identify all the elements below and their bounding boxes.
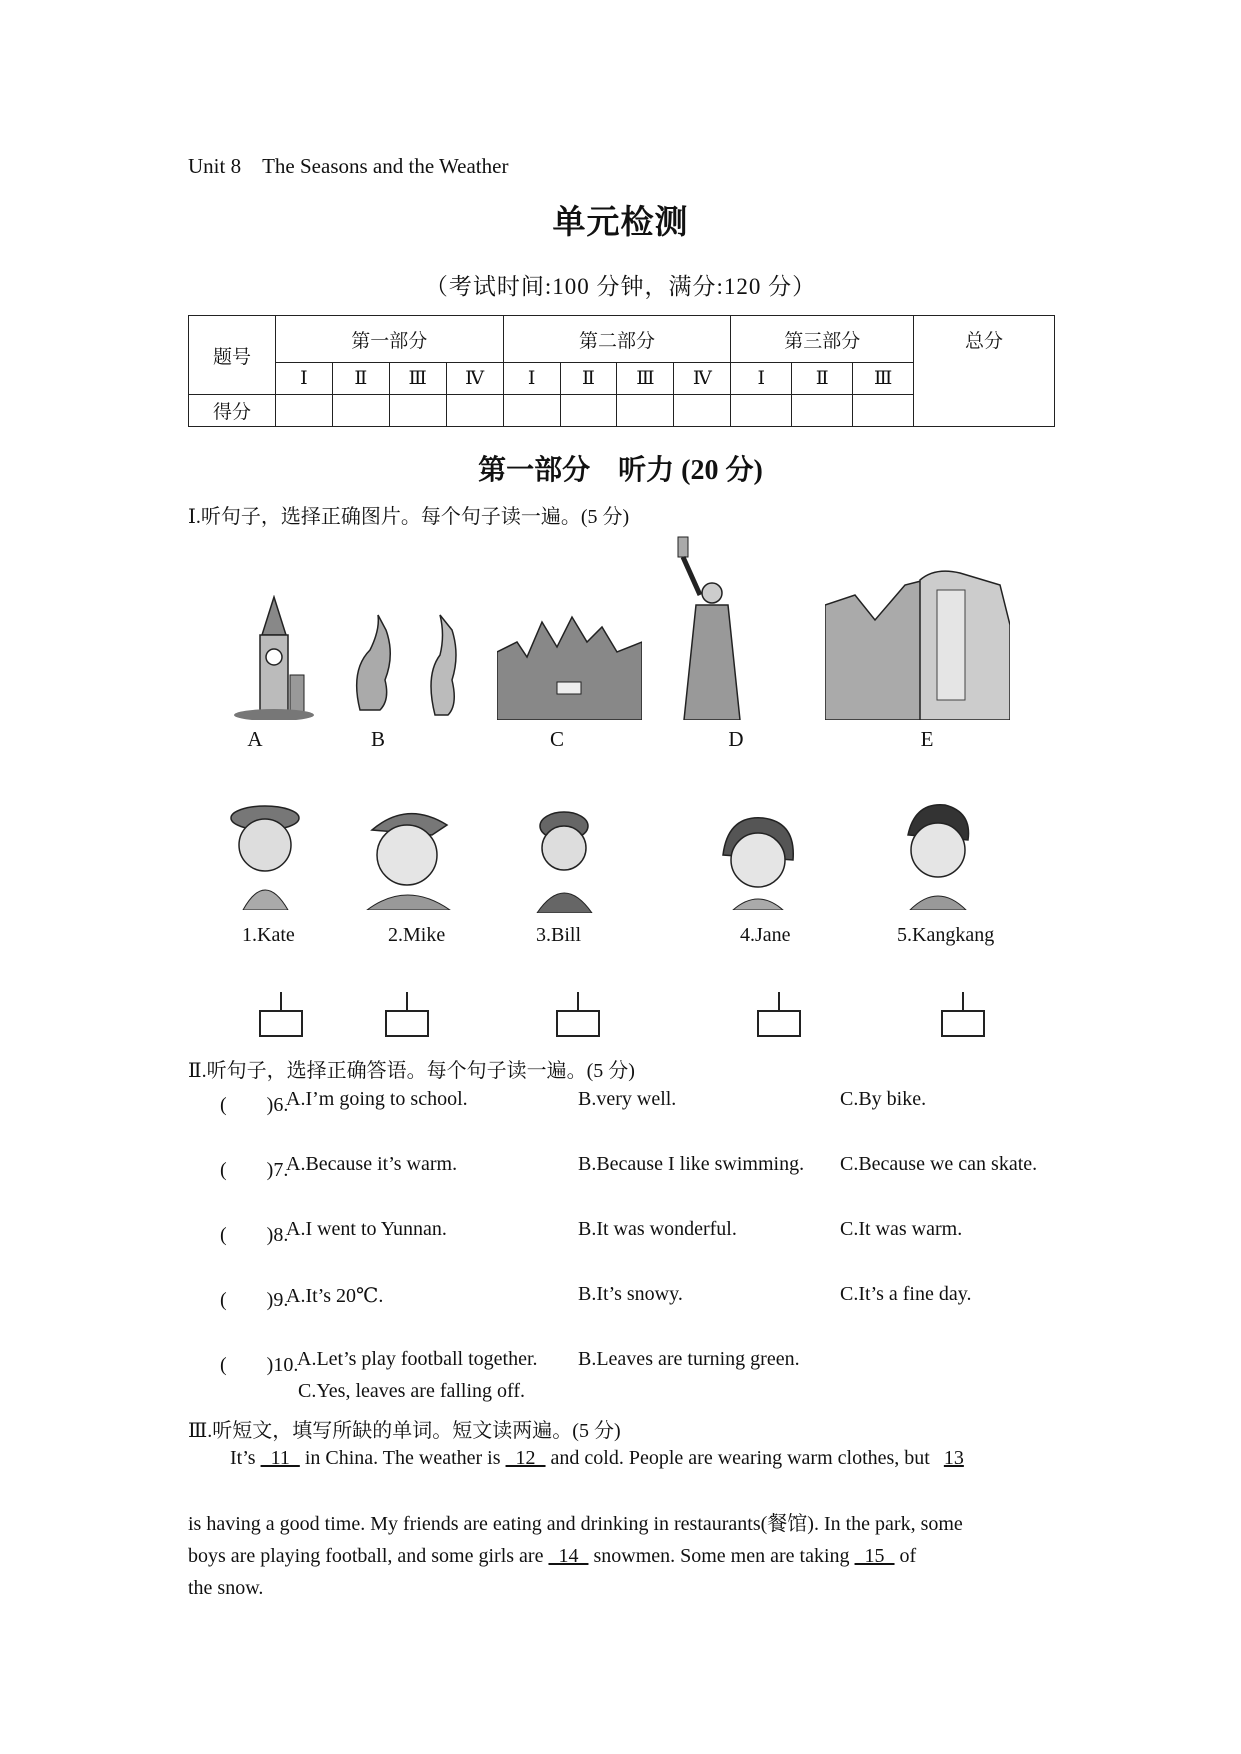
score-cell[interactable]	[446, 395, 503, 427]
passage-line-4: the snow.	[188, 1577, 264, 1599]
question-6-option-a[interactable]: A.I’m going to school.	[286, 1088, 468, 1110]
unit-number: Unit 8	[188, 154, 242, 178]
score-cell[interactable]	[617, 395, 674, 427]
sub-cell: Ⅲ	[389, 363, 446, 395]
passage-line-3	[188, 1540, 1058, 1572]
sub-cell: Ⅲ	[853, 363, 914, 395]
bill-portrait	[532, 808, 597, 913]
picture-label-b: B	[370, 727, 385, 751]
part1-title: 第一部分 听力 (20 分)	[478, 455, 763, 486]
kid-label-mike: 2.Mike	[388, 924, 446, 946]
answer-box-1[interactable]	[259, 1010, 303, 1037]
kate-portrait	[228, 800, 303, 910]
score-cell[interactable]	[560, 395, 617, 427]
kangkang-portrait	[900, 800, 975, 910]
answer-box-stem	[577, 992, 579, 1010]
sub-cell: Ⅱ	[792, 363, 853, 395]
question-6-option-b[interactable]: B.very well.	[578, 1088, 677, 1110]
passage-text: in China. The weather is	[304, 1447, 501, 1469]
kid-label-bill: 3.Bill	[536, 924, 582, 946]
wuyue-rock-image	[825, 565, 1010, 720]
score-cell[interactable]	[389, 395, 446, 427]
stone-forest-image	[497, 612, 642, 720]
sub-cell: Ⅰ	[275, 363, 332, 395]
answer-box-stem	[280, 992, 282, 1010]
kid-label-kangkang: 5.Kangkang	[897, 924, 995, 946]
blank-12[interactable]: 12	[505, 1447, 546, 1469]
question-7-option-b[interactable]: B.Because I like swimming.	[578, 1153, 805, 1175]
blank-14[interactable]: 14	[548, 1545, 589, 1567]
answer-box-4[interactable]	[757, 1010, 801, 1037]
kid-label-kate: 1.Kate	[242, 924, 295, 946]
sub-cell: Ⅱ	[560, 363, 617, 395]
question-10-option-a[interactable]: A.Let’s play football together.	[297, 1348, 538, 1370]
picture-label-e: E	[920, 727, 934, 751]
question-9-option-b[interactable]: B.It’s snowy.	[578, 1283, 683, 1305]
picture-label-c: C	[549, 727, 564, 751]
score-cell[interactable]	[853, 395, 914, 427]
question-9-option-a[interactable]: A.It’s 20℃.	[286, 1285, 384, 1307]
sub-cell: Ⅲ	[617, 363, 674, 395]
score-cell[interactable]	[275, 395, 332, 427]
section1-heading: Ⅰ.听句子，选择正确图片。每个句子读一遍。(5 分)	[188, 506, 630, 528]
score-cell[interactable]	[731, 395, 792, 427]
mike-portrait	[362, 800, 452, 910]
question-10-number: ( )10.	[220, 1354, 299, 1376]
exam-info: （考试时间:100 分钟，满分:120 分）	[424, 274, 817, 299]
section3-heading: Ⅲ.听短文，填写所缺的单词。短文读两遍。(5 分)	[188, 1420, 621, 1442]
answer-box-stem	[778, 992, 780, 1010]
header-part2: 第二部分	[503, 316, 731, 363]
score-cell[interactable]	[332, 395, 389, 427]
question-6-number: ( )6.	[220, 1094, 289, 1116]
unit-line	[188, 154, 508, 179]
question-10-option-c[interactable]: C.Yes, leaves are falling off.	[298, 1380, 525, 1402]
sub-cell: Ⅰ	[731, 363, 792, 395]
passage-text: of	[899, 1545, 917, 1567]
answer-box-stem	[406, 992, 408, 1010]
question-9-number: ( )9.	[220, 1289, 289, 1311]
answer-box-3[interactable]	[556, 1010, 600, 1037]
score-cell[interactable]	[792, 395, 853, 427]
question-7-option-c[interactable]: C.Because we can skate.	[840, 1153, 1038, 1175]
sub-cell: Ⅳ	[446, 363, 503, 395]
kangaroos-image	[340, 610, 470, 720]
passage-line-2: is having a good time. My friends are eating and drinking in restaurants(餐馆). In the park, some	[188, 1513, 963, 1535]
kid-label-jane: 4.Jane	[740, 924, 791, 946]
passage-text: It’s	[230, 1447, 256, 1469]
question-7-number: ( )7.	[220, 1159, 289, 1181]
sub-cell: Ⅰ	[503, 363, 560, 395]
jane-portrait	[718, 810, 798, 910]
section2-heading: Ⅱ.听句子，选择正确答语。每个句子读一遍。(5 分)	[188, 1060, 635, 1082]
picture-label-a: A	[247, 727, 263, 751]
label-defen: 得分	[189, 395, 276, 427]
blank-13[interactable]: 13	[943, 1447, 964, 1469]
sub-cell: Ⅱ	[332, 363, 389, 395]
label-tihao: 题号	[189, 316, 276, 395]
score-cell[interactable]	[503, 395, 560, 427]
answer-box-5[interactable]	[941, 1010, 985, 1037]
score-cell[interactable]	[674, 395, 731, 427]
question-9-option-c[interactable]: C.It’s a fine day.	[840, 1283, 972, 1305]
question-10-option-b[interactable]: B.Leaves are turning green.	[578, 1348, 800, 1370]
question-6-option-c[interactable]: C.By bike.	[840, 1088, 927, 1110]
question-8-option-b[interactable]: B.It was wonderful.	[578, 1218, 737, 1240]
answer-box-2[interactable]	[385, 1010, 429, 1037]
passage-text: boys are playing football, and some girls are	[188, 1545, 544, 1567]
blank-11[interactable]: 11	[260, 1447, 300, 1469]
question-8-number: ( )8.	[220, 1224, 289, 1246]
question-8-option-a[interactable]: A.I went to Yunnan.	[286, 1218, 447, 1240]
passage-text: and cold. People are wearing warm clothes, but	[550, 1447, 930, 1469]
passage-line-1	[230, 1442, 1060, 1474]
header-part3: 第三部分	[731, 316, 914, 363]
question-8-option-c[interactable]: C.It was warm.	[840, 1218, 963, 1240]
big-ben-image	[232, 595, 317, 720]
header-part1: 第一部分	[275, 316, 503, 363]
unit-title: The Seasons and the Weather	[262, 154, 509, 178]
picture-label-d: D	[728, 727, 744, 751]
page-title: 单元检测	[552, 202, 689, 241]
score-table	[188, 315, 1055, 427]
header-total: 总分	[914, 316, 1055, 427]
question-7-option-a[interactable]: A.Because it’s warm.	[286, 1153, 458, 1175]
sub-cell: Ⅳ	[674, 363, 731, 395]
statue-of-liberty-image	[670, 535, 760, 720]
answer-box-stem	[962, 992, 964, 1010]
passage-text: snowmen. Some men are taking	[593, 1545, 850, 1567]
blank-15[interactable]: 15	[854, 1545, 895, 1567]
